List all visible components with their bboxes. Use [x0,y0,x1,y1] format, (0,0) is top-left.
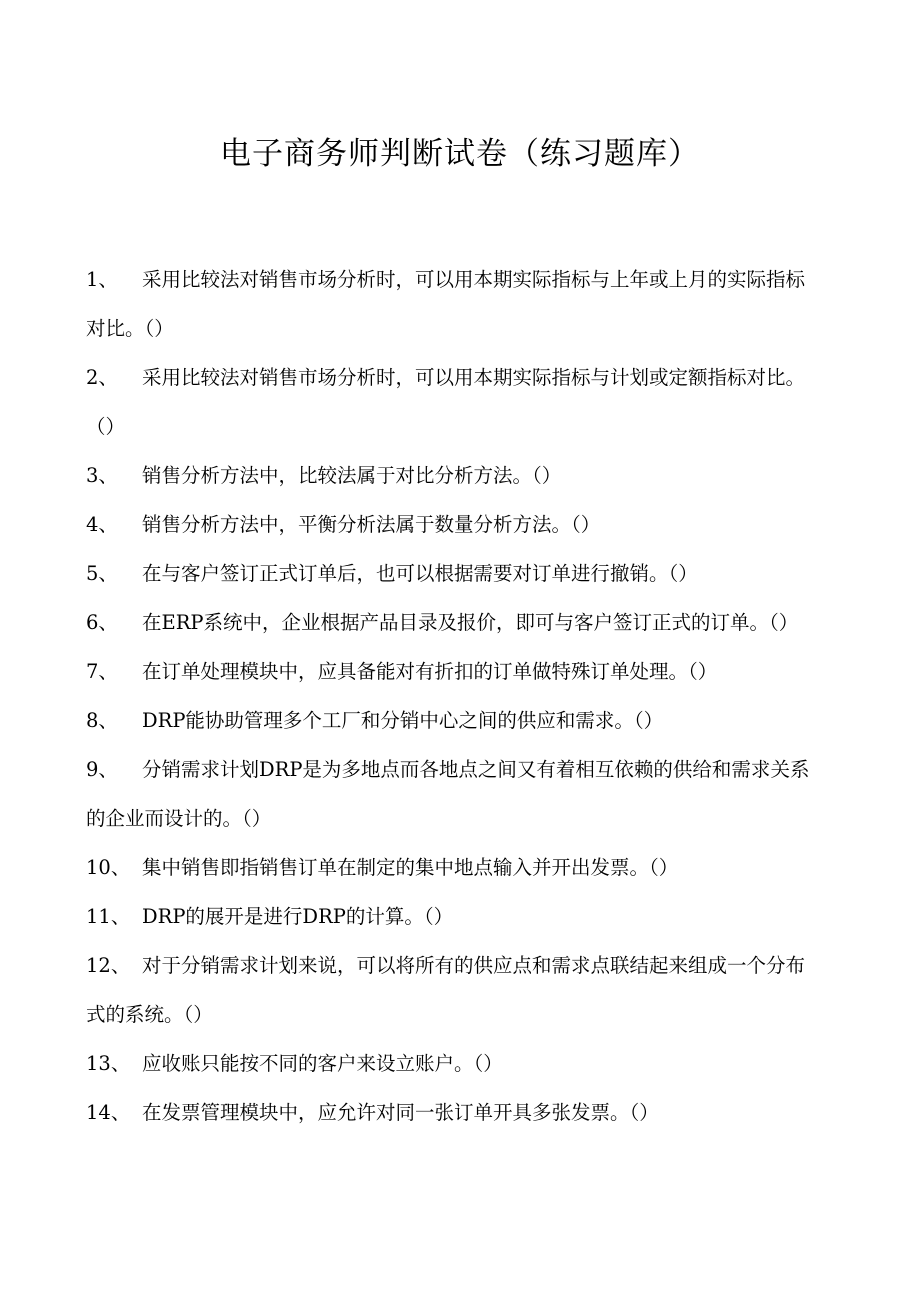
page-title: 电子商务师判断试卷（练习题库） [220,136,700,172]
question-text: DRP的展开是进行DRP的计算。（） [142,905,454,928]
question-item [86,1039,814,1088]
question-number: 10、 [86,856,131,879]
question-number: 14、 [86,1101,131,1124]
question-text: 应收账只能按不同的客户来设立账户。（） [142,1052,503,1075]
question-number: 12、 [86,954,131,977]
question-item [86,255,814,353]
question-item [86,1088,814,1137]
question-list [86,255,814,1137]
question-text: 集中销售即指销售订单在制定的集中地点输入并开出发票。（） [142,856,679,879]
question-item [86,843,814,892]
question-text: 在ERP系统中，企业根据产品目录及报价，即可与客户签订正式的订单。（） [142,611,799,634]
question-item [86,549,814,598]
question-item [86,353,814,451]
question-number: 6、 [86,611,118,634]
question-text: 销售分析方法中，比较法属于对比分析方法。（） [142,464,562,487]
question-text: 在订单处理模块中，应具备能对有折扣的订单做特殊订单处理。（） [142,660,718,683]
question-number: 7、 [86,660,118,683]
question-number: 5、 [86,562,118,585]
question-number: 2、 [86,366,118,389]
question-item [86,696,814,745]
question-item [86,941,814,1039]
question-text: 采用比较法对销售市场分析时，可以用本期实际指标与计划或定额指标对比。（） [86,366,806,438]
question-item [86,451,814,500]
question-text: 销售分析方法中，平衡分析法属于数量分析方法。（） [142,513,601,536]
question-text: 采用比较法对销售市场分析时，可以用本期实际指标与上年或上月的实际指标对比。（） [86,268,806,340]
question-text: 在与客户签订正式订单后，也可以根据需要对订单进行撤销。（） [142,562,698,585]
question-text: 分销需求计划DRP是为多地点而各地点之间又有着相互依赖的供给和需求关系的企业而设计的。（） [86,758,810,830]
question-number: 4、 [86,513,118,536]
question-item [86,598,814,647]
question-number: 13、 [86,1052,131,1075]
question-item [86,500,814,549]
question-item [86,647,814,696]
question-item [86,745,814,843]
question-text: 对于分销需求计划来说，可以将所有的供应点和需求点联结起来组成一个分布式的系统。（） [86,954,806,1026]
question-text: DRP能协助管理多个工厂和分销中心之间的供应和需求。（） [142,709,664,732]
question-number: 3、 [86,464,118,487]
question-number: 1、 [86,268,118,291]
question-number: 8、 [86,709,118,732]
question-text: 在发票管理模块中，应允许对同一张订单开具多张发票。（） [142,1101,659,1124]
question-item [86,892,814,941]
question-number: 11、 [86,905,131,928]
question-number: 9、 [86,758,118,781]
